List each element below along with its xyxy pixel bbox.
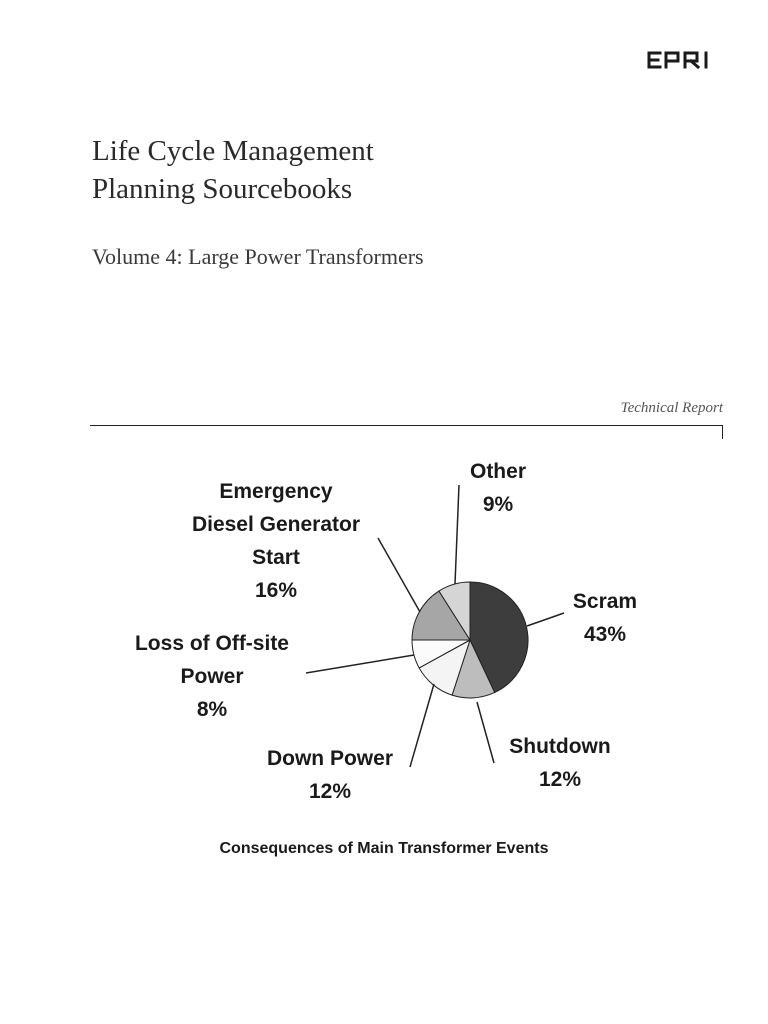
slice-value-label: 16% bbox=[254, 579, 298, 602]
leader-line bbox=[410, 684, 434, 767]
slice-label: Scram bbox=[572, 590, 638, 613]
leader-line bbox=[527, 613, 564, 626]
title-line-1: Life Cycle Management bbox=[92, 135, 374, 167]
header-rule-tick bbox=[722, 425, 723, 439]
slice-label: Emergency bbox=[219, 480, 333, 503]
pie-chart-svg bbox=[0, 440, 768, 870]
slice-label: Start bbox=[252, 546, 300, 569]
document-title bbox=[92, 132, 374, 208]
header-rule bbox=[90, 425, 723, 426]
slice-value-label: 12% bbox=[308, 780, 352, 803]
pie-chart bbox=[0, 440, 768, 870]
leader-line bbox=[477, 702, 494, 763]
epri-logo-text: EPRI bbox=[646, 46, 649, 47]
epri-logo-mark bbox=[646, 46, 722, 74]
leader-line bbox=[378, 538, 420, 612]
document-subtitle: Volume 4: Large Power Transformers bbox=[92, 244, 424, 269]
slice-label: Other bbox=[469, 460, 527, 483]
slice-value-label: 8% bbox=[196, 698, 228, 721]
chart-caption: Consequences of Main Transformer Events bbox=[219, 840, 549, 857]
title-line-2: Planning Sourcebooks bbox=[92, 173, 353, 205]
epri-logo bbox=[646, 46, 722, 74]
slice-label: Loss of Off-site bbox=[134, 632, 290, 655]
slice-value-label: 12% bbox=[538, 768, 582, 791]
leader-line bbox=[306, 655, 414, 673]
slice-label: Power bbox=[180, 665, 244, 688]
slice-value-label: 9% bbox=[482, 493, 514, 516]
slice-label: Shutdown bbox=[509, 735, 611, 758]
report-type-label: Technical Report bbox=[620, 400, 723, 416]
slice-label: Down Power bbox=[266, 747, 394, 770]
leader-line bbox=[455, 485, 459, 584]
slice-label: Diesel Generator bbox=[191, 513, 361, 536]
slice-value-label: 43% bbox=[583, 623, 627, 646]
